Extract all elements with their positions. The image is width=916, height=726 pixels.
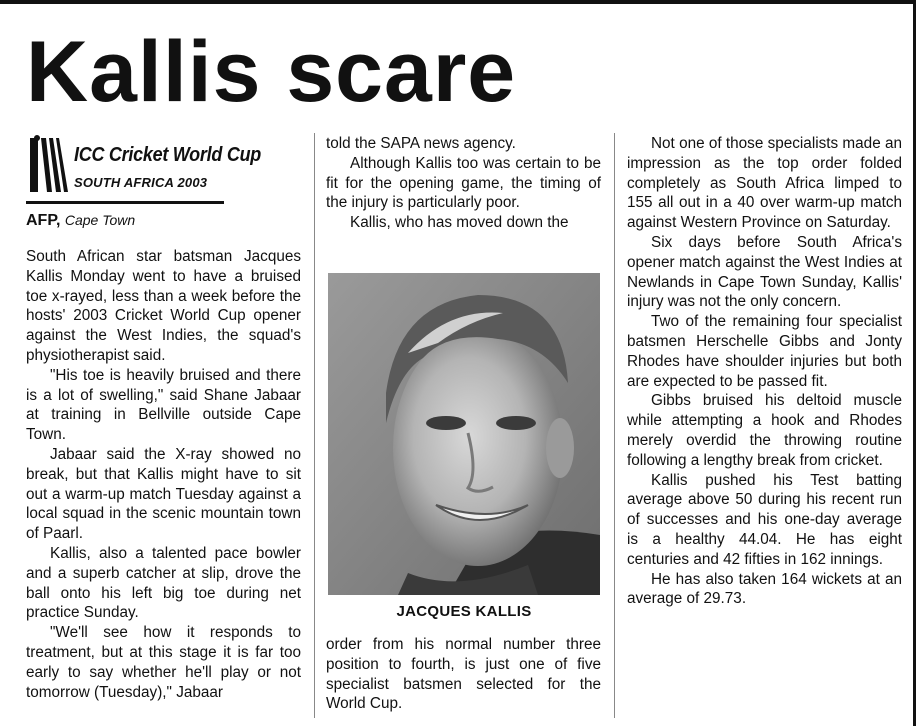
photo-caption: JACQUES KALLIS — [396, 603, 532, 620]
paragraph: Not one of those specialists made an impression as the top order folded completely as South Africa limped to 155 all out in a 40 over warm-up match against Western Province on Saturday. — [627, 135, 902, 232]
column-2-text-top — [326, 134, 601, 233]
paragraph: Six days before South Africa's opener match against the West Indies at Newlands in Cape Town Sunday, Kallis' injury was not the only concern. — [627, 233, 902, 311]
paragraph: Kallis, who has moved down the — [350, 214, 569, 232]
byline-location: Cape Town — [64, 212, 136, 228]
paragraph: told the SAPA news agency. — [326, 135, 516, 152]
paragraph: Although Kallis too was certain to be fit for the opening game, the timing of the injury is particularly poor. — [326, 154, 601, 212]
paragraph: Two of the remaining four specialist batsmen Herschelle Gibbs and Jonty Rhodes have shoulder injuries but both are expected to be passed fit. — [627, 313, 902, 390]
paragraph: Jabaar said the X-ray showed no break, but that Kallis might have to sit out a warm-up match Tuesday against a local squad in the scenic mountain town of Paarl. — [26, 445, 301, 543]
article-column-3 — [627, 134, 902, 609]
logo-title: ICC Cricket World Cup — [74, 144, 262, 166]
column-divider — [314, 133, 315, 718]
player-photo — [328, 273, 600, 595]
paragraph: Kallis, also a talented pace bowler and a superb catcher at slip, drove the ball onto his left big toe during net practice Sunday. — [26, 544, 301, 622]
logo-underline — [26, 201, 224, 204]
column-2-text-bottom — [326, 635, 601, 714]
world-cup-emblem-icon — [26, 134, 70, 196]
paragraph: Kallis pushed his Test batting average above 50 during his recent run of successes and his one-day average is a healthy 44.04. He has eight centuries and 42 fifties in 162 innings. — [627, 471, 902, 568]
column-divider — [614, 133, 615, 718]
logo-subtitle: SOUTH AFRICA 2003 — [74, 175, 208, 190]
paragraph: Gibbs bruised his deltoid muscle while attempting a hook and Rhodes merely overdid the throwing routine following a lengthy break from cricket. — [627, 392, 902, 469]
byline — [26, 212, 135, 230]
paragraph: order from his normal number three position to fourth, is just one of five specialist batsmen selected for the World Cup. — [326, 636, 601, 713]
article-column-1 — [26, 130, 301, 701]
paragraph: He has also taken 164 wickets at an average of 29.73. — [627, 570, 902, 608]
byline-agency: AFP, — [26, 212, 61, 229]
world-cup-logo — [26, 130, 301, 200]
paragraph: South African star batsman Jacques Kallis Monday went to have a bruised toe x-rayed, less than a week before the hosts' 2003 Cricket World Cup opener against the West Indies, the squad's physiotherapist said. — [26, 248, 301, 364]
column-1-text — [26, 247, 301, 702]
player-portrait-image — [328, 273, 600, 595]
top-border-rule — [0, 0, 916, 4]
paragraph: "His toe is heavily bruised and there is a lot of swelling," said Shane Jabaar at training in Bellville outside Cape Town. — [26, 366, 301, 444]
paragraph: "We'll see how it responds to treatment, but at this stage it is far too early to say whether he'll play or not tomorrow (Tuesday)," Jabaar — [26, 624, 301, 701]
headline: Kallis scare — [26, 24, 517, 120]
